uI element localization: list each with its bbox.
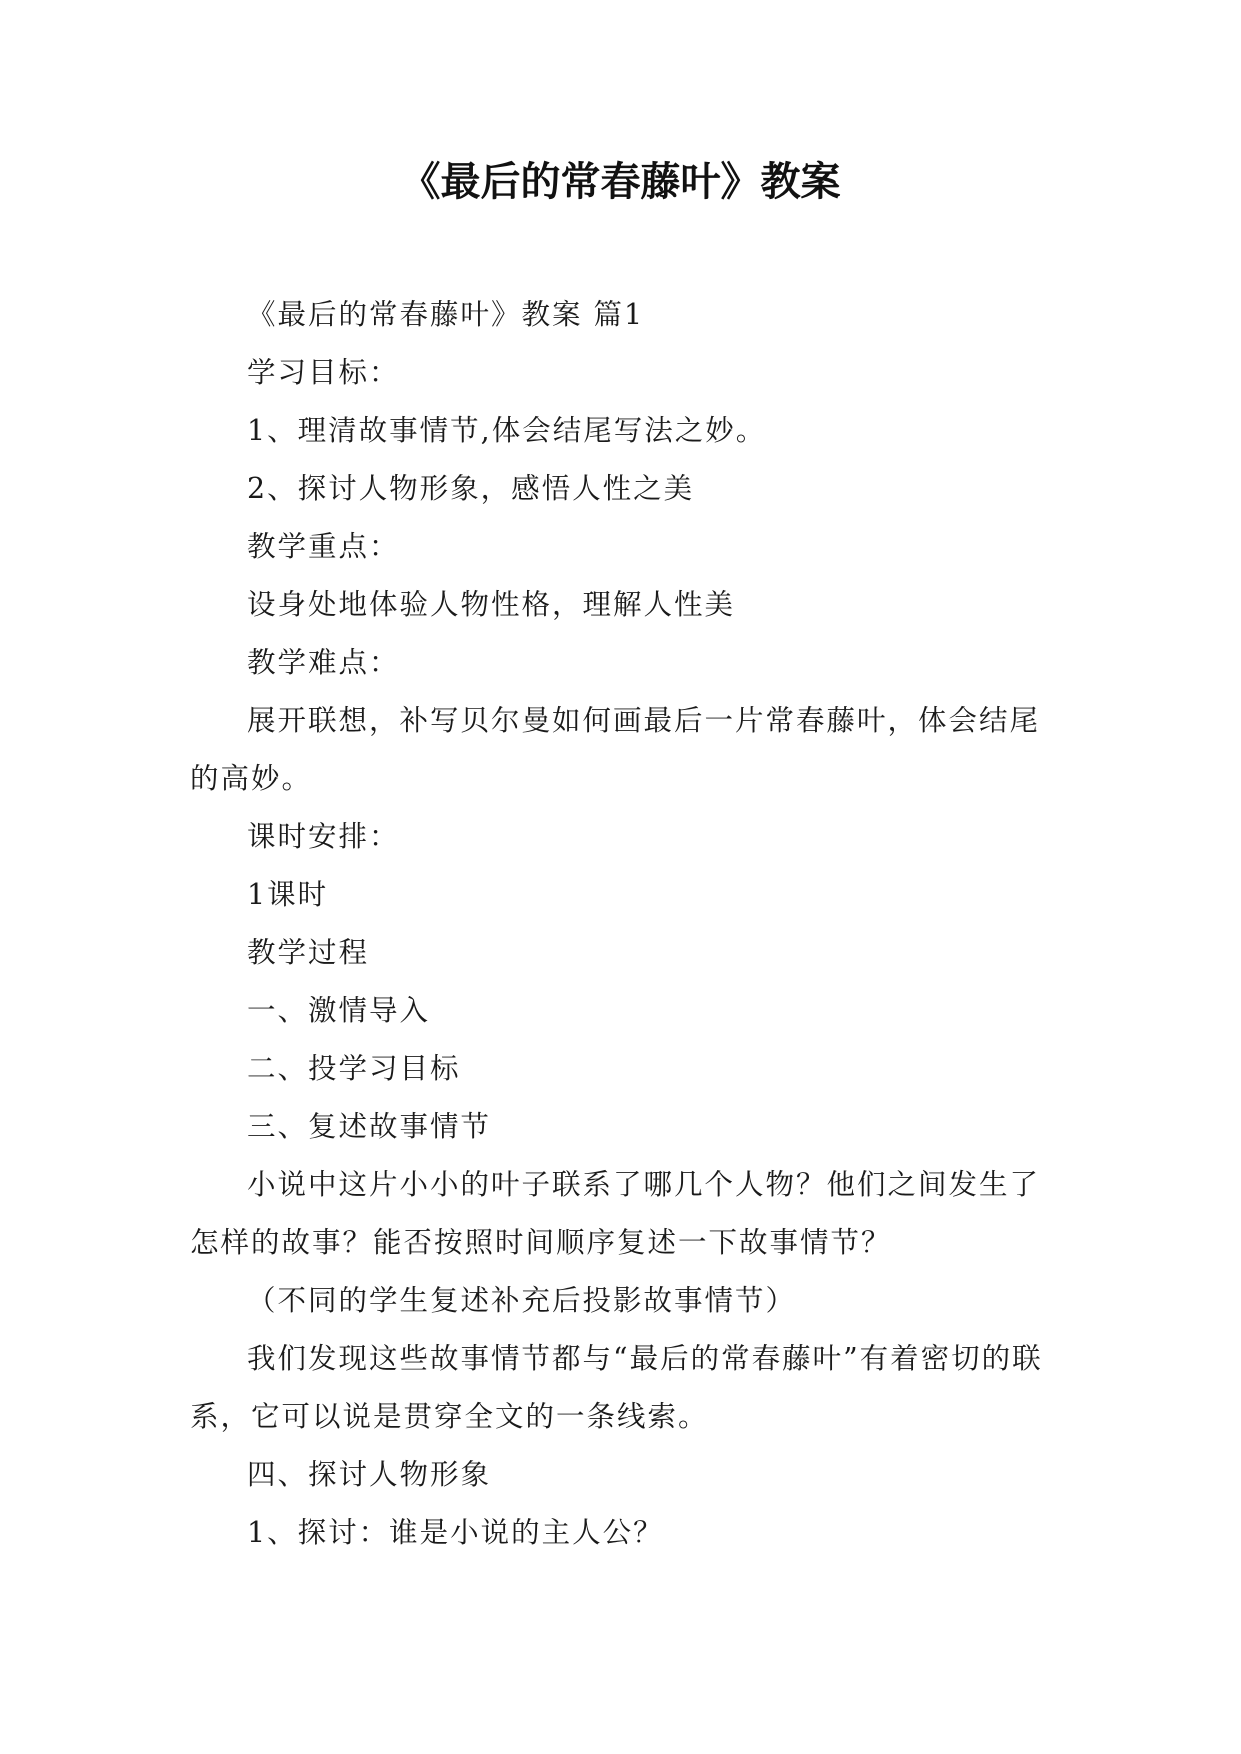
paragraph-section-heading: 《最后的常春藤叶》教案 篇1	[247, 298, 645, 331]
paragraph-step-2: 二、投学习目标	[247, 1052, 461, 1085]
paragraph-key-points-label: 教学重点：	[247, 530, 400, 563]
paragraph-step-1: 一、激情导入	[247, 994, 431, 1027]
paragraph-difficulties-label: 教学难点：	[247, 646, 400, 679]
paragraph-step-3-note: （不同的学生复述补充后投影故事情节）	[247, 1284, 797, 1317]
paragraph-step-4: 四、探讨人物形象	[247, 1458, 492, 1491]
paragraph-schedule: 1课时	[247, 878, 329, 911]
paragraph-process-label: 教学过程	[247, 936, 370, 969]
document-title: 《最后的常春藤叶》教案	[400, 159, 841, 205]
paragraph-learning-goals-label: 学习目标：	[247, 356, 400, 389]
paragraph-step-3: 三、复述故事情节	[247, 1110, 492, 1143]
paragraph-step-3-summary: 我们发现这些故事情节都与“最后的常春藤叶”有着密切的联系，它可以说是贯穿全文的一条线索。	[190, 1342, 1043, 1433]
paragraph-step-3-question: 小说中这片小小的叶子联系了哪几个人物？他们之间发生了怎样的故事？能否按照时间顺序复述一下故事情节？	[190, 1168, 1041, 1259]
paragraph-goal-2: 2、探讨人物形象，感悟人性之美	[247, 472, 695, 505]
document-body	[190, 286, 1050, 1562]
paragraph-schedule-label: 课时安排：	[247, 820, 400, 853]
paragraph-goal-1: 1、理清故事情节,体会结尾写法之妙。	[247, 414, 767, 447]
paragraph-key-points: 设身处地体验人物性格，理解人性美	[247, 588, 736, 621]
paragraph-step-4-question: 1、探讨：谁是小说的主人公？	[247, 1516, 664, 1549]
paragraph-difficulties: 展开联想，补写贝尔曼如何画最后一片常春藤叶，体会结尾的高妙。	[190, 704, 1041, 795]
